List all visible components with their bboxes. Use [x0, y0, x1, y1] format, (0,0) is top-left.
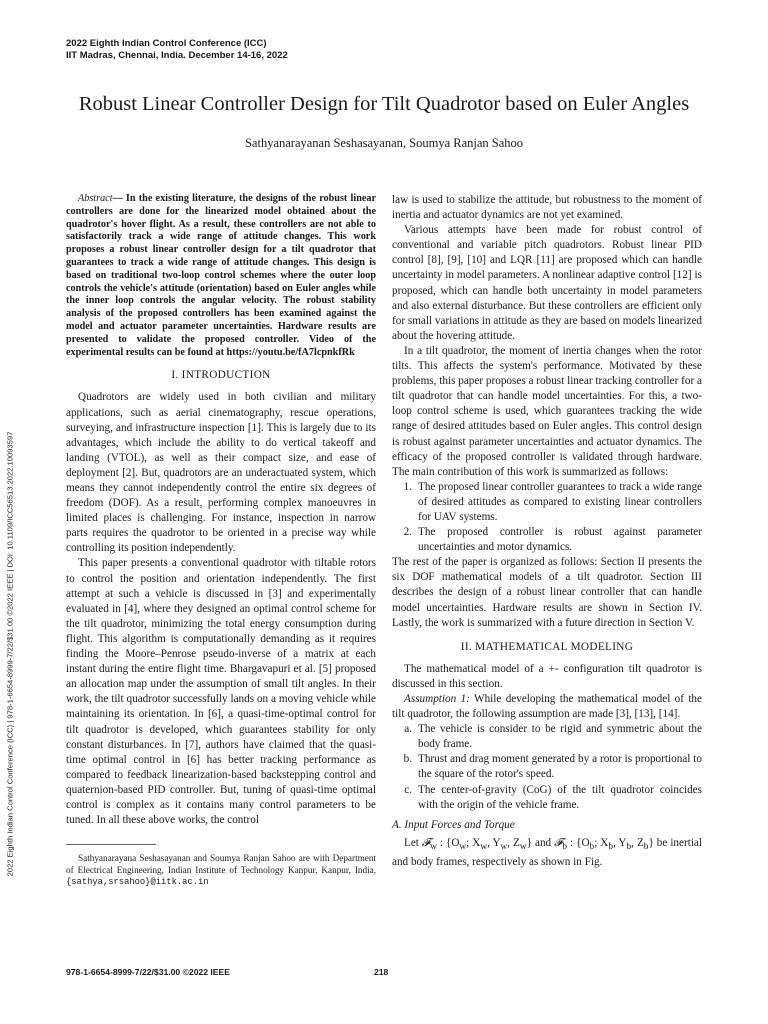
list-letter: a. — [404, 723, 412, 736]
right-paragraph-2: Various attempts have been made for robust control of conventional and variable pitch quadrotors. Robust linear PID control [8], [9], [10] and LQR [11] are proposed which can handle uncertainty in model parameters. A nonlinear adaptive control [12] is proposed, which can handle both uncertainty in model parameters and also external disturbance. But these controllers are efficient only for small variations in attitude as they are based on models linearized about the hovering attitude. — [392, 224, 702, 342]
list-item — [392, 480, 702, 525]
abstract-text: — In the existing literature, the designs of the robust linear controllers are done for the linearized model obtained about the quadrotor's hover flight. As a result, these controllers are not able to satisfactorily track a wide range of attitude changes. This work proposes a robust linear controller design for a tilt quadrotor that guarantees to track a wide range of attitude changes. This design is based on traditional two-loop control schemes where the outer loop controls the vehicle's attitude (orientation) based on Euler angles while the inner loop controls the angular velocity. The robust stability analysis of the proposed controllers has been examined against the model and actuator parameter uncertainties. Hardware results are presented to validate the proposed controller. Video of the experimental results can be found at https://youtu.be/fA7lcpnkfRk — [66, 193, 376, 358]
assumption-list — [392, 722, 702, 813]
left-column — [66, 193, 376, 889]
list-number: 2. — [403, 526, 412, 539]
subscript: b — [608, 842, 614, 853]
author-emails: {sathya,srsahoo}@iitk.ac.in — [66, 877, 209, 888]
page-number: 218 — [374, 967, 389, 977]
text-fragment: ; X — [466, 836, 481, 849]
paper-title: Robust Linear Controller Design for Tilt Quadrotor based on Euler Angles — [78, 93, 690, 115]
abstract-label: Abstract — [78, 193, 113, 204]
text-fragment: : {O — [567, 836, 590, 849]
subscript: b — [589, 842, 595, 853]
conference-header — [66, 38, 288, 62]
footer-isbn: 978-1-6654-8999-7/22/$31.00 ©2022 IEEE — [66, 967, 231, 977]
text-fragment: , Z — [507, 836, 520, 849]
text-fragment: } and — [526, 836, 555, 849]
list-letter: c. — [404, 783, 412, 796]
list-item-text: The center-of-gravity (CoG) of the tilt quadrotor coincides with the origin of the vehicle frame. — [418, 783, 702, 811]
subscript: w — [430, 842, 437, 853]
list-item — [392, 783, 702, 813]
subscript: w — [500, 842, 508, 853]
list-item — [392, 722, 702, 752]
side-doi-text: 2022 Eighth Indian Control Conference (ICC) | 978-1-6654-8999-7/22/$31.00 ©2022 IEEE | DOI: 10.1109/ICC56513.2022.10093597 — [5, 431, 15, 877]
side-doi-strip — [3, 394, 17, 914]
subscript: b — [643, 842, 649, 853]
text-fragment: ; X — [594, 836, 609, 849]
subscript: b — [562, 842, 568, 853]
conference-location: IIT Madras, Chennai, India. December 14-16, 2022 — [66, 50, 288, 61]
list-letter: b. — [403, 753, 412, 766]
list-number: 1. — [403, 480, 412, 493]
section-heading-introduction: I. INTRODUCTION — [171, 369, 271, 382]
text-fragment: : {O — [436, 836, 460, 849]
right-paragraph-4: The rest of the paper is organized as follows: Section II presents the six DOF mathematical models of a tilt quadrotor. Section III describes the design of a robust linear controller that can handle model uncertainties. Hardware results are shown in Section IV. Lastly, the work is summarized with a future direction in Section V. — [392, 556, 702, 629]
intro-paragraph-1: Quadrotors are widely used in both civilian and military applications, such as aerial cinematography, rescue operations, surveying, and infrastructure inspection [1]. This is largely due to its advantages, which include the ability to do vertical takeoff and landing (VTOL), as well as their compact size, and ease of deployment [2]. But, quadrotors are an underactuated system, which means they cannot independently control the entire six degrees of freedom (DOF). As a result, performing complex manoeuvres in limited places is challenging. For instance, inspection in narrow parts requires the quadrotor to be oriented in a precise way while controlling its position independently. — [66, 391, 376, 555]
assumption-paragraph — [392, 692, 702, 722]
body-frame-symbol: 𝓕 — [554, 836, 563, 849]
list-item — [392, 525, 702, 555]
list-item-text: The proposed linear controller guarantees to track a wide range of desired attitudes as compared to existing linear controllers for UAV systems. — [418, 480, 702, 523]
footnote-divider — [66, 844, 156, 845]
text-fragment: , Y — [613, 836, 627, 849]
text-let: Let — [404, 836, 419, 849]
modeling-paragraph-1: The mathematical model of a +- configuration tilt quadrotor is discussed in this section. — [392, 662, 702, 690]
assumption-label: Assumption 1: — [404, 693, 470, 705]
subscript: w — [480, 842, 488, 853]
subscript: w — [519, 842, 527, 853]
list-item-text: The vehicle is consider to be rigid and symmetric about the body frame. — [418, 723, 702, 751]
list-item-text: Thrust and drag moment generated by a rotor is proportional to the square of the rotor's speed. — [418, 753, 702, 781]
conference-name: 2022 Eighth Indian Control Conference (ICC) — [66, 38, 267, 49]
right-paragraph-3: In a tilt quadrotor, the moment of inertia changes when the rotor tilts. This affects the system's performance. Motivated by these problems, this paper proposes a robust linear tracking controller for a tilt quadrotor that can handle model uncertainties. For this, a two-loop control scheme is used, which guarantees tracking the wide range of desired attitudes based on Euler angles. This control design is robust against parameter uncertainties and actuator dynamics. The efficacy of the proposed controller is validated through hardware. The main contribution of this work is summarized as follows: — [392, 344, 702, 478]
footnote-text: Sathyanarayana Seshasayanan and Soumya Ranjan Sahoo are with Department of Electrical Engineering, Indian Institute of Technology Kanpur, Kanpur, India, — [66, 853, 376, 875]
right-paragraph-1: law is used to stabilize the attitude, but robustness to the moment of inertia and actuator dynamics are not yet examined. — [392, 194, 702, 222]
right-column — [392, 193, 702, 870]
subsection-heading-forces: A. Input Forces and Torque — [392, 818, 515, 831]
assumption-text: While developing the mathematical model of the tilt quadrotor, the following assumption are made [3], [13], [14]. — [392, 693, 702, 721]
frames-paragraph — [392, 836, 702, 870]
section-heading-modeling: II. MATHEMATICAL MODELING — [460, 640, 634, 653]
subscript: b — [626, 842, 632, 853]
list-item — [392, 752, 702, 782]
text-fragment: , Z — [631, 836, 644, 849]
inertial-frame-symbol: 𝓕 — [421, 836, 431, 849]
text-fragment: , Y — [487, 836, 501, 849]
paper-authors: Sathyanarayanan Seshasayanan, Soumya Ranjan Sahoo — [244, 136, 524, 150]
contribution-list — [392, 480, 702, 555]
text-fragment: } be inertial and body frames, respectively as shown in Fig. — [392, 836, 703, 869]
intro-paragraph-2: This paper presents a conventional quadrotor with tiltable rotors to control the position and orientation independently. The first attempt at such a vehicle is discussed in [3] and experimentally evaluated in [4], where they designed an optimal control scheme for the tilt quadrotor, minimizing the total energy consumption during flight. This algorithm is computationally demanding as it requires finding the Moore–Penrose pseudo-inverse of a matrix at each instant during the entire flight time. Bhargavapuri et al. [5] proposed an allocation map under the assumption of small tilt angles. In their work, the tilt quadrotor successfully lands on a moving vehicle while maintaining its orientation. In [6], a quasi-time-optimal control for tilt quadrotor is developed, which guarantees stability for only constant disturbances. In [7], authors have claimed that the quasi-time optimal control in [6] has better tracking performance as compared to feedback linearization-based backstepping control and quaternion-based PID controller. But, tuning of quasi-time optimal control is complex as it contains many control parameters to be tuned. In all these above works, the control — [66, 557, 376, 827]
abstract — [66, 193, 376, 359]
list-item-text: The proposed controller is robust against parameter uncertainties and motor dynamics. — [418, 526, 702, 554]
subscript: w — [459, 842, 467, 853]
author-footnote — [66, 853, 376, 889]
